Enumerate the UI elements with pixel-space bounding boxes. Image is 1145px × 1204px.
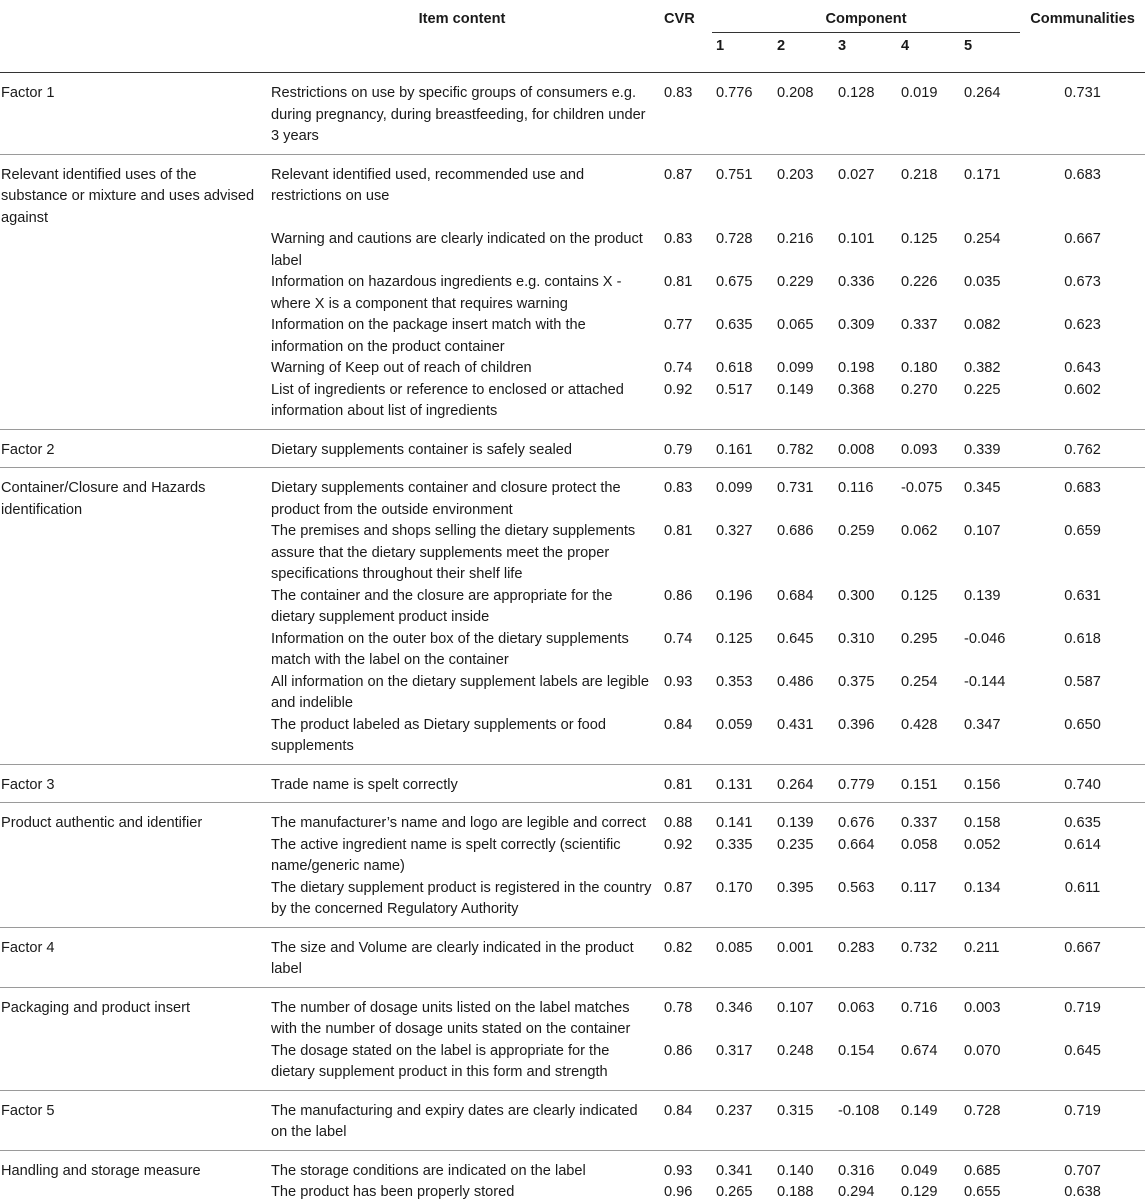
component-2-loading: 0.139 <box>777 815 814 831</box>
component-5-loading: 0.082 <box>964 317 1001 333</box>
component-5-loading: 0.035 <box>964 274 1001 290</box>
component-5-loading: -0.144 <box>964 673 1006 690</box>
component-4-loading: 0.125 <box>901 231 938 247</box>
component-2-loading: 0.208 <box>777 85 814 101</box>
communality-value: 0.645 <box>1064 1042 1101 1059</box>
cvr-value: 0.93 <box>664 1162 693 1179</box>
component-3-loading: 0.027 <box>838 166 875 183</box>
component-2-loading: 0.235 <box>777 836 814 853</box>
communality-value: 0.683 <box>1064 480 1101 496</box>
item-content-header: Item content <box>418 11 506 27</box>
factor-label: Factor 2 <box>1 441 55 458</box>
component-4-loading: 0.337 <box>901 317 938 333</box>
component-4-loading: 0.062 <box>901 523 938 539</box>
cvr-value: 0.81 <box>664 776 693 793</box>
cvr-value: 0.87 <box>664 879 693 896</box>
component-2-loading: 0.065 <box>777 317 814 333</box>
component-5-loading: 0.139 <box>964 587 1001 604</box>
item-content: Information on the package insert match with the information on the product container <box>271 317 586 355</box>
component-2-loading: 0.782 <box>777 441 814 458</box>
table-row <box>0 229 1145 272</box>
communality-value: 0.643 <box>1064 360 1101 376</box>
communalities-header: Communalities <box>1030 11 1135 27</box>
item-content: Warning and cautions are clearly indicated on the product label <box>271 231 643 269</box>
item-content: The dietary supplement product is registered in the country by the concerned Regulatory Authority <box>271 879 652 917</box>
component-3-loading: 0.779 <box>838 776 875 793</box>
component-5-loading: 0.685 <box>964 1162 1001 1179</box>
component-5-loading: 0.264 <box>964 85 1001 101</box>
component-5-loading: 0.728 <box>964 1102 1001 1119</box>
factor-label: Factor 3 <box>1 776 55 793</box>
communality-value: 0.635 <box>1064 815 1101 831</box>
factor-column-header <box>0 0 264 33</box>
table-row <box>0 154 1145 229</box>
cvr-value: 0.83 <box>664 85 693 101</box>
component-2-loading: 0.140 <box>777 1162 814 1179</box>
cvr-value: 0.84 <box>664 716 693 733</box>
component-5-header: 5 <box>964 38 973 54</box>
component-4-loading: 0.049 <box>901 1162 938 1179</box>
table-row <box>0 1150 1145 1182</box>
component-4-loading: 0.270 <box>901 381 938 398</box>
component-5-loading: 0.156 <box>964 776 1001 793</box>
communality-value: 0.683 <box>1064 166 1101 183</box>
component-5-loading: 0.254 <box>964 231 1001 247</box>
component-1-loading: 0.346 <box>716 999 753 1016</box>
factor-label <box>0 1041 264 1091</box>
component-1-loading: 0.170 <box>716 879 753 896</box>
communality-value: 0.631 <box>1064 587 1101 604</box>
item-content: Restrictions on use by specific groups of consumers e.g. during pregnancy, during breastfeeding, for children under 3 years <box>271 85 646 144</box>
component-3-loading: 0.316 <box>838 1162 875 1179</box>
communality-value: 0.719 <box>1064 1102 1101 1119</box>
component-2-loading: 0.229 <box>777 274 814 290</box>
component-1-loading: 0.099 <box>716 480 753 496</box>
communality-value: 0.618 <box>1064 630 1101 647</box>
factor-label <box>0 229 264 272</box>
component-3-loading: 0.310 <box>838 630 875 647</box>
component-3-loading: 0.063 <box>838 999 875 1016</box>
component-5-loading: 0.070 <box>964 1042 1001 1059</box>
component-2-loading: 0.149 <box>777 381 814 398</box>
component-5-loading: 0.158 <box>964 815 1001 831</box>
communality-value: 0.762 <box>1064 441 1101 458</box>
component-2-loading: 0.645 <box>777 630 814 647</box>
component-1-loading: 0.635 <box>716 317 753 333</box>
cvr-value: 0.79 <box>664 441 693 458</box>
item-content: The dosage stated on the label is appropriate for the dietary supplement product in this form and strength <box>271 1042 610 1080</box>
component-5-loading: 0.134 <box>964 879 1001 896</box>
component-4-loading: 0.295 <box>901 630 938 647</box>
component-5-loading: -0.046 <box>964 630 1006 647</box>
component-4-loading: 0.019 <box>901 85 938 101</box>
component-5-loading: 0.003 <box>964 999 1001 1016</box>
component-4-loading: 0.732 <box>901 939 938 956</box>
cvr-value: 0.93 <box>664 673 693 690</box>
component-3-loading: 0.116 <box>838 480 874 496</box>
component-2-loading: 0.001 <box>777 939 814 956</box>
component-1-loading: 0.131 <box>716 776 753 793</box>
component-1-loading: 0.728 <box>716 231 753 247</box>
component-2-loading: 0.188 <box>777 1184 814 1200</box>
component-2-loading: 0.684 <box>777 587 814 604</box>
component-5-loading: 0.052 <box>964 836 1001 853</box>
table-row <box>0 315 1145 358</box>
component-4-loading: 0.716 <box>901 999 938 1016</box>
component-2-loading: 0.099 <box>777 360 814 376</box>
item-content: Relevant identified used, recommended use and restrictions on use <box>271 166 585 204</box>
communality-value: 0.731 <box>1064 85 1101 101</box>
factor-label: Factor 5 <box>1 1102 55 1119</box>
table-row <box>0 429 1145 468</box>
table-row <box>0 715 1145 765</box>
cvr-value: 0.81 <box>664 274 693 290</box>
component-1-loading: 0.085 <box>716 939 753 956</box>
component-3-loading: 0.294 <box>838 1184 875 1200</box>
component-4-loading: 0.149 <box>901 1102 938 1119</box>
item-content: The manufacturer’s name and logo are legible and correct <box>271 815 647 831</box>
component-5-loading: 0.655 <box>964 1184 1001 1200</box>
component-3-loading: 0.676 <box>838 815 875 831</box>
cvr-value: 0.81 <box>664 523 693 539</box>
component-2-loading: 0.248 <box>777 1042 814 1059</box>
component-3-loading: 0.396 <box>838 716 875 733</box>
component-1-loading: 0.353 <box>716 673 753 690</box>
component-4-header: 4 <box>901 38 910 54</box>
communality-value: 0.673 <box>1064 274 1101 290</box>
table-body <box>0 73 1145 1204</box>
component-2-loading: 0.731 <box>777 480 814 496</box>
component-1-loading: 0.751 <box>716 166 753 183</box>
item-content: Information on the outer box of the dietary supplements match with the label on the container <box>271 630 629 668</box>
communality-value: 0.623 <box>1064 317 1101 333</box>
table-row <box>0 1041 1145 1091</box>
cvr-header: CVR <box>664 11 695 27</box>
component-1-loading: 0.517 <box>716 381 753 398</box>
cvr-value: 0.88 <box>664 815 693 831</box>
table-row <box>0 764 1145 803</box>
factor-label <box>0 380 264 430</box>
communality-value: 0.638 <box>1064 1184 1101 1200</box>
component-4-loading: 0.226 <box>901 274 938 290</box>
item-content: The container and the closure are appropriate for the dietary supplement product inside <box>271 587 613 625</box>
component-2-loading: 0.486 <box>777 673 814 690</box>
component-5-loading: 0.345 <box>964 480 1001 496</box>
communality-value: 0.667 <box>1064 939 1101 956</box>
table-header <box>0 0 1145 73</box>
component-3-loading: 0.300 <box>838 587 875 604</box>
factor-label: Packaging and product insert <box>1 999 191 1016</box>
component-1-loading: 0.675 <box>716 274 753 290</box>
component-3-loading: 0.283 <box>838 939 875 956</box>
component-3-loading: 0.101 <box>838 231 875 247</box>
item-content: The premises and shops selling the dietary supplements assure that the dietary supplements meet the proper specifications throughout their shelf life <box>271 523 636 582</box>
factor-label: Factor 4 <box>1 939 55 956</box>
component-4-loading: 0.093 <box>901 441 938 458</box>
item-content: Information on hazardous ingredients e.g. contains X - where X is a component that requires warning <box>271 274 622 312</box>
component-4-loading: 0.218 <box>901 166 938 183</box>
communality-value: 0.587 <box>1064 673 1101 690</box>
cvr-value: 0.87 <box>664 166 693 183</box>
factor-label <box>0 715 264 765</box>
component-3-loading: 0.128 <box>838 85 875 101</box>
component-2-loading: 0.395 <box>777 879 814 896</box>
component-2-loading: 0.264 <box>777 776 814 793</box>
cvr-value: 0.92 <box>664 836 693 853</box>
component-3-loading: 0.198 <box>838 360 875 376</box>
item-content: Warning of Keep out of reach of children <box>271 360 532 376</box>
component-3-loading: 0.154 <box>838 1042 875 1059</box>
factor-label <box>0 272 264 315</box>
factor-label <box>0 315 264 358</box>
table-row <box>0 1182 1145 1204</box>
component-5-loading: 0.225 <box>964 381 1001 398</box>
factor-label: Product authentic and identifier <box>1 815 203 831</box>
factor-label <box>0 672 264 715</box>
component-1-loading: 0.776 <box>716 85 753 101</box>
factor-label: Factor 1 <box>1 85 55 101</box>
component-1-loading: 0.059 <box>716 716 753 733</box>
component-4-loading: 0.117 <box>901 879 937 896</box>
component-3-loading: 0.368 <box>838 381 875 398</box>
component-2-loading: 0.203 <box>777 166 814 183</box>
table-row <box>0 927 1145 987</box>
communality-value: 0.659 <box>1064 523 1101 539</box>
table-row <box>0 987 1145 1041</box>
component-4-loading: 0.151 <box>901 776 938 793</box>
table-row <box>0 672 1145 715</box>
component-header: Component <box>712 0 1020 33</box>
communality-value: 0.650 <box>1064 716 1101 733</box>
component-2-loading: 0.107 <box>777 999 814 1016</box>
factor-label <box>0 1182 264 1204</box>
item-content: Dietary supplements container and closure protect the product from the outside environment <box>271 480 621 518</box>
cvr-value: 0.83 <box>664 231 693 247</box>
cvr-value: 0.78 <box>664 999 693 1016</box>
component-5-loading: 0.339 <box>964 441 1001 458</box>
table-row <box>0 1090 1145 1150</box>
factor-label <box>0 878 264 928</box>
item-content: The manufacturing and expiry dates are clearly indicated on the label <box>271 1102 638 1140</box>
cvr-value: 0.83 <box>664 480 693 496</box>
component-5-loading: 0.211 <box>964 939 1000 956</box>
component-1-loading: 0.341 <box>716 1162 753 1179</box>
component-1-loading: 0.237 <box>716 1102 753 1119</box>
cvr-value: 0.74 <box>664 630 693 647</box>
component-1-loading: 0.141 <box>716 815 753 831</box>
communality-value: 0.614 <box>1064 836 1101 853</box>
component-1-loading: 0.317 <box>716 1042 753 1059</box>
item-content: The active ingredient name is spelt correctly (scientific name/generic name) <box>271 836 621 874</box>
component-4-loading: 0.254 <box>901 673 938 690</box>
item-content: All information on the dietary supplement labels are legible and indelible <box>271 673 650 711</box>
component-5-loading: 0.107 <box>964 523 1001 539</box>
table-row <box>0 380 1145 430</box>
component-2-loading: 0.216 <box>777 231 814 247</box>
component-3-header: 3 <box>838 38 847 54</box>
item-content: The product labeled as Dietary supplements or food supplements <box>271 716 607 754</box>
factor-label: Relevant identified uses of the substance or mixture and uses advised against <box>1 166 255 226</box>
cvr-value: 0.82 <box>664 939 693 956</box>
cvr-value: 0.74 <box>664 360 693 376</box>
factor-label: Container/Closure and Hazards identification <box>1 480 206 518</box>
table-row <box>0 521 1145 586</box>
communality-value: 0.740 <box>1064 776 1101 793</box>
component-2-loading: 0.315 <box>777 1102 814 1119</box>
table-row <box>0 272 1145 315</box>
factor-label <box>0 835 264 878</box>
table-row <box>0 629 1145 672</box>
component-1-loading: 0.265 <box>716 1184 753 1200</box>
component-5-loading: 0.347 <box>964 716 1001 733</box>
table-row <box>0 468 1145 522</box>
component-1-loading: 0.618 <box>716 360 753 376</box>
item-content: The storage conditions are indicated on the label <box>271 1162 586 1179</box>
cvr-value: 0.86 <box>664 587 693 604</box>
component-4-loading: 0.337 <box>901 815 938 831</box>
component-3-loading: 0.008 <box>838 441 875 458</box>
item-content: The product has been properly stored <box>271 1184 515 1200</box>
component-4-loading: 0.125 <box>901 587 938 604</box>
component-2-loading: 0.686 <box>777 523 814 539</box>
factor-label <box>0 586 264 629</box>
component-4-loading: 0.129 <box>901 1184 938 1200</box>
communality-value: 0.707 <box>1064 1162 1101 1179</box>
table-row <box>0 586 1145 629</box>
component-4-loading: -0.075 <box>901 480 943 496</box>
factor-label: Handling and storage measure <box>1 1162 201 1179</box>
item-content: List of ingredients or reference to enclosed or attached information about list of ingredients <box>271 381 624 419</box>
item-content: Dietary supplements container is safely sealed <box>271 441 572 458</box>
component-4-loading: 0.674 <box>901 1042 938 1059</box>
component-3-loading: 0.664 <box>838 836 875 853</box>
cvr-value: 0.84 <box>664 1102 693 1119</box>
communality-value: 0.719 <box>1064 999 1101 1016</box>
item-content: The size and Volume are clearly indicated in the product label <box>271 939 634 977</box>
component-1-loading: 0.125 <box>716 630 753 647</box>
component-4-loading: 0.180 <box>901 360 938 376</box>
component-3-loading: 0.563 <box>838 879 875 896</box>
factor-label <box>0 521 264 586</box>
cvr-value: 0.96 <box>664 1184 693 1200</box>
table-row <box>0 878 1145 928</box>
component-5-loading: 0.171 <box>964 166 1001 183</box>
component-1-header: 1 <box>716 38 725 54</box>
component-3-loading: 0.259 <box>838 523 875 539</box>
component-1-loading: 0.327 <box>716 523 753 539</box>
component-3-loading: 0.375 <box>838 673 875 690</box>
communality-value: 0.611 <box>1064 879 1101 896</box>
factor-label <box>0 358 264 380</box>
component-5-loading: 0.382 <box>964 360 1001 376</box>
component-1-loading: 0.161 <box>716 441 753 458</box>
component-1-loading: 0.196 <box>716 587 753 604</box>
cvr-value: 0.92 <box>664 381 693 398</box>
component-1-loading: 0.335 <box>716 836 753 853</box>
communality-value: 0.602 <box>1064 381 1101 398</box>
cvr-value: 0.77 <box>664 317 693 333</box>
component-3-loading: 0.309 <box>838 317 875 333</box>
factor-label <box>0 629 264 672</box>
component-2-header: 2 <box>777 38 786 54</box>
table-row <box>0 358 1145 380</box>
component-4-loading: 0.058 <box>901 836 938 853</box>
component-4-loading: 0.428 <box>901 716 938 733</box>
component-3-loading: -0.108 <box>838 1102 880 1119</box>
table-row <box>0 73 1145 155</box>
component-3-loading: 0.336 <box>838 274 875 290</box>
table-row <box>0 835 1145 878</box>
item-content: The number of dosage units listed on the label matches with the number of dosage units stated on the container <box>271 999 631 1037</box>
component-2-loading: 0.431 <box>777 716 814 733</box>
communality-value: 0.667 <box>1064 231 1101 247</box>
table-row <box>0 803 1145 835</box>
item-content: Trade name is spelt correctly <box>271 776 458 793</box>
cvr-value: 0.86 <box>664 1042 693 1059</box>
